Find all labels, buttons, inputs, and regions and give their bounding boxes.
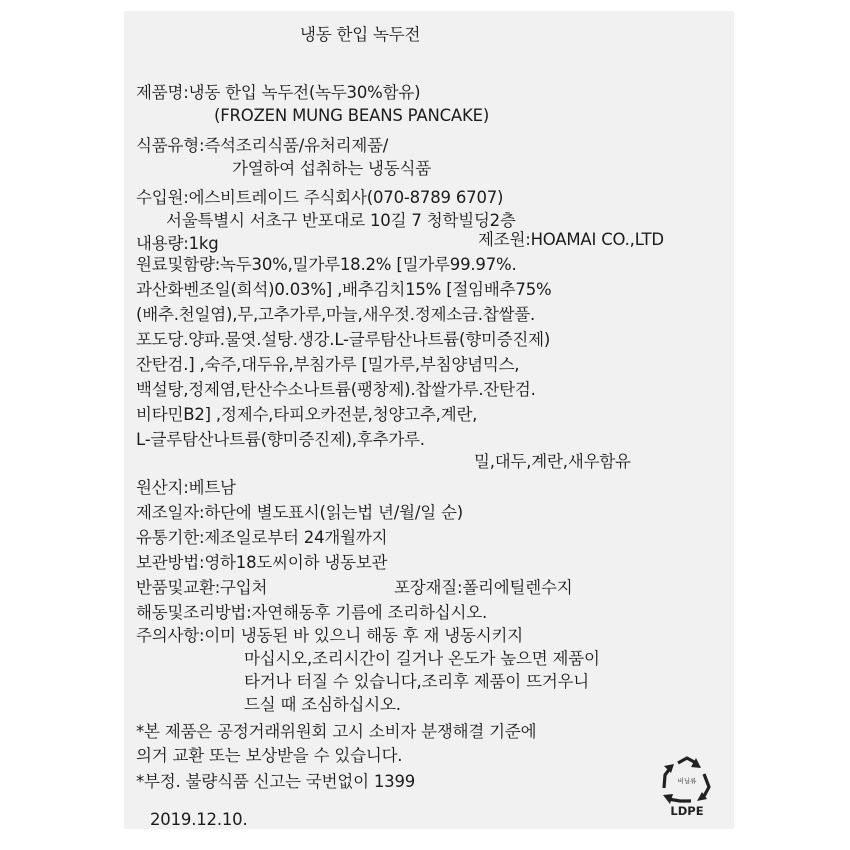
ingredients-line: 비타민B2] ,정제수,타피오카전분,청양고추,계란, <box>136 405 478 424</box>
food-type-cont: 가열하여 섭취하는 냉동식품 <box>232 159 431 178</box>
ingredients-line: 원료및함량:녹두30%,밀가루18.2% [밀가루99.97%. <box>136 255 517 274</box>
notice-line: 의거 교환 또는 보상받을 수 있습니다. <box>136 746 403 765</box>
caution-line: 드실 때 조심하십시오. <box>244 695 401 714</box>
thaw-cooking: 해동및조리방법:자연해동후 기름에 조리하십시오. <box>136 603 488 622</box>
food-type: 식품유형:즉석조리식품/유처리제품/ <box>136 136 389 155</box>
ingredients-line: 포도당.양파.물엿.설탕.생강.L-글루탐산나트륨(향미증진제) <box>136 330 551 349</box>
ingredients-line: L-글루탐산나트륨(향미증진제),후추가루. <box>136 430 425 449</box>
net-weight: 내용량:1kg <box>136 234 219 253</box>
label-title: 냉동 한입 녹두전 <box>300 25 421 44</box>
ingredients-line: 백설탕,정제염,탄산수소나트륨(팽창제).찹쌀가루.잔탄검. <box>136 380 536 399</box>
importer-address: 서울특별시 서초구 반포대로 10길 7 청학빌딩2층 <box>166 211 516 230</box>
recycle-inner-text: 비닐류 <box>677 777 697 785</box>
product-name: 제품명:냉동 한입 녹두전(녹두30%함유) <box>136 83 421 102</box>
ingredients-line: (배추.천일염),무,고추가루,마늘,새우젓.정제소금.찹쌀풀. <box>136 305 536 324</box>
manufacturer: 제조원:HOAMAI CO.,LTD <box>478 230 664 249</box>
mfg-date: 제조일자:하단에 별도표시(읽는법 년/월/일 순) <box>136 503 463 522</box>
importer: 수입원:에스비트레이드 주식회사(070-8789 6707) <box>136 188 504 207</box>
returns: 반품및교환:구입처 <box>136 578 268 597</box>
food-label <box>124 11 734 829</box>
expiry: 유통기한:제조일로부터 24개월까지 <box>136 528 388 547</box>
caution-line: 타거나 터질 수 있습니다,조리후 제품이 뜨거우니 <box>244 672 590 691</box>
allergens: 밀,대두,계란,새우함유 <box>474 452 631 471</box>
storage: 보관방법:영하18도씨이하 냉동보관 <box>136 553 388 572</box>
recycle-mark-text: LDPE <box>670 804 704 818</box>
recycle-icon <box>658 755 716 823</box>
packaging: 포장재질:폴리에틸렌수지 <box>394 578 573 597</box>
product-name-en: (FROZEN MUNG BEANS PANCAKE) <box>214 106 490 125</box>
ingredients-line: 잔탄검.] ,숙주,대두유,부침가루 [밀가루,부침양념믹스, <box>136 355 520 374</box>
caution-line: 마십시오,조리시간이 길거나 온도가 높으면 제품이 <box>244 649 600 668</box>
report-line: *부정. 불량식품 신고는 국번없이 1399 <box>136 772 416 791</box>
production-date: 2019.12.10. <box>150 810 248 829</box>
notice-line: *본 제품은 공정거래위원회 고시 소비자 분쟁해결 기준에 <box>136 722 537 741</box>
ingredients-line: 과산화벤조일(희석)0.03%] ,배추김치15% [절임배추75% <box>136 280 552 299</box>
caution-line: 주의사항:이미 냉동된 바 있으니 해동 후 재 냉동시키지 <box>136 626 523 645</box>
origin: 원산지:베트남 <box>136 478 236 497</box>
